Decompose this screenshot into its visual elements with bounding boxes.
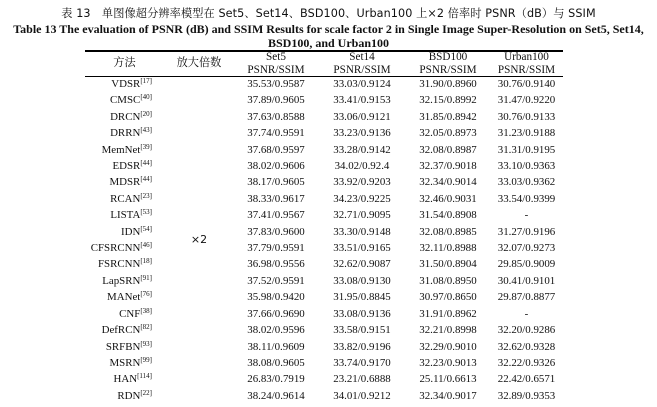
table-row <box>85 224 563 240</box>
score-bsd100: 25.11/0.6613 <box>419 373 477 386</box>
score-set14: 33.28/0.9142 <box>333 143 391 156</box>
method-reference: [40] <box>140 93 152 102</box>
table-row <box>85 191 563 207</box>
table-row <box>85 273 563 289</box>
header-set5: Set5 <box>266 51 286 63</box>
table-row <box>85 289 563 305</box>
score-bsd100: 31.08/0.8950 <box>419 274 477 287</box>
score-set5: 38.02/0.9596 <box>247 324 305 337</box>
method-label: CFSRCNN <box>90 242 141 255</box>
method-name <box>85 125 164 141</box>
table-row <box>85 109 563 125</box>
method-label: IDN <box>120 225 141 238</box>
method-label: CNF <box>119 307 141 320</box>
header-urban100: Urban100 <box>504 51 549 63</box>
method-reference: [53] <box>140 208 152 217</box>
score-urban100: 33.10/0.9363 <box>497 160 556 173</box>
score-set5: 38.02/0.9606 <box>247 160 305 173</box>
scale-factor: ×2 <box>190 232 208 246</box>
method-reference: [99] <box>140 355 152 364</box>
method-reference: [38] <box>140 306 152 315</box>
score-bsd100: 32.29/0.9010 <box>419 340 477 353</box>
header-metric-bsd100: PSNR/SSIM <box>419 63 477 76</box>
method-reference: [43] <box>140 126 152 135</box>
score-urban100: 32.62/0.9328 <box>497 340 556 353</box>
score-set5: 26.83/0.7919 <box>247 373 305 386</box>
score-set14: 33.82/0.9196 <box>333 340 391 353</box>
table-row <box>85 371 563 387</box>
method-name <box>85 256 164 272</box>
header-set14: Set14 <box>349 51 375 63</box>
score-urban100: 30.76/0.9133 <box>497 110 556 123</box>
method-reference: [76] <box>140 290 152 299</box>
method-reference: [54] <box>140 224 152 233</box>
table-row <box>85 339 563 355</box>
score-set5: 35.53/0.9587 <box>247 78 305 90</box>
method-name <box>85 289 164 305</box>
method-reference: [91] <box>140 273 152 282</box>
method-name <box>85 355 164 371</box>
method-label: SRFBN <box>105 340 141 353</box>
score-bsd100: 32.21/0.8998 <box>419 324 477 337</box>
score-urban100: 32.07/0.9273 <box>497 242 556 255</box>
method-name <box>85 92 164 108</box>
method-name <box>85 339 164 355</box>
score-set14: 31.95/0.8845 <box>333 291 391 304</box>
method-label: FSRCNN <box>97 258 141 271</box>
score-bsd100: 31.90/0.8960 <box>419 78 477 90</box>
score-bsd100: 32.34/0.9017 <box>419 389 477 402</box>
score-set14: 33.06/0.9121 <box>333 110 391 123</box>
method-name <box>85 371 164 387</box>
method-label: DefRCN <box>101 324 141 337</box>
method-label: VDSR <box>111 78 141 90</box>
table-row <box>85 306 563 322</box>
header-metric-set14: PSNR/SSIM <box>333 63 391 76</box>
score-set5: 37.79/0.9591 <box>247 242 305 255</box>
score-bsd100: 32.34/0.9014 <box>419 176 477 189</box>
score-bsd100: 32.11/0.8988 <box>419 242 477 255</box>
score-urban100: 31.31/0.9195 <box>497 143 556 156</box>
method-label: MDSR <box>109 176 141 189</box>
method-name <box>85 240 164 256</box>
score-bsd100: 32.08/0.8985 <box>419 225 477 238</box>
table-row <box>85 76 563 92</box>
method-name <box>85 306 164 322</box>
score-bsd100: 32.37/0.9018 <box>419 160 477 173</box>
score-set14: 34.01/0.9212 <box>333 389 391 402</box>
score-set14: 33.30/0.9148 <box>333 225 391 238</box>
method-name <box>85 207 164 223</box>
score-bsd100: 31.91/0.8962 <box>419 307 477 320</box>
method-reference: [22] <box>140 388 152 397</box>
method-name <box>85 109 164 125</box>
score-set14: 33.08/0.9130 <box>333 274 391 287</box>
score-bsd100: 32.08/0.8987 <box>419 143 477 156</box>
score-bsd100: 32.05/0.8973 <box>419 127 477 140</box>
score-set5: 37.41/0.9567 <box>247 209 305 222</box>
score-urban100: 32.20/0.9286 <box>497 324 556 337</box>
score-urban100: 31.47/0.9220 <box>497 94 556 107</box>
score-urban100: 31.23/0.9188 <box>497 127 556 140</box>
method-reference: [44] <box>140 175 152 184</box>
method-name <box>85 191 164 207</box>
score-urban100: 30.76/0.9140 <box>497 78 556 90</box>
score-set14: 34.23/0.9225 <box>333 192 391 205</box>
score-set5: 38.33/0.9617 <box>247 192 305 205</box>
score-bsd100: 32.15/0.8992 <box>419 94 477 107</box>
method-reference: [114] <box>137 372 152 381</box>
score-set14: 32.62/0.9087 <box>333 258 391 271</box>
method-name <box>85 142 164 158</box>
method-reference: [23] <box>140 191 152 200</box>
score-urban100: 29.85/0.9009 <box>497 258 556 271</box>
score-set5: 37.68/0.9597 <box>247 143 305 156</box>
score-set5: 38.24/0.9614 <box>247 389 305 402</box>
method-reference: [44] <box>140 159 152 168</box>
method-label: HAN <box>113 373 138 386</box>
method-label: LapSRN <box>102 274 141 287</box>
method-reference: [39] <box>140 142 152 151</box>
score-bsd100: 31.85/0.8942 <box>419 110 477 123</box>
score-set5: 37.63/0.8588 <box>247 110 305 123</box>
score-set14: 33.58/0.9151 <box>333 324 391 337</box>
score-set14: 33.08/0.9136 <box>333 307 391 320</box>
score-set5: 36.98/0.9556 <box>247 258 305 271</box>
score-set14: 33.41/0.9153 <box>333 94 391 107</box>
method-label: DRCN <box>110 110 141 123</box>
method-name <box>85 273 164 289</box>
method-name <box>85 224 164 240</box>
score-set14: 33.23/0.9136 <box>333 127 391 140</box>
table-row <box>85 158 563 174</box>
method-label: CMSC <box>110 94 141 107</box>
score-urban100: - <box>524 209 529 222</box>
caption-english-line-1: Table 13 The evaluation of PSNR (dB) and SSIM Results for scale factor 2 in Single Image Super-Resolution on Set5, Set14, <box>13 22 644 36</box>
score-bsd100: 31.54/0.8908 <box>419 209 477 222</box>
score-urban100: - <box>524 307 529 320</box>
table-row <box>85 355 563 371</box>
method-reference: [17] <box>140 77 152 85</box>
score-urban100: 22.42/0.6571 <box>497 373 556 386</box>
method-name <box>85 322 164 338</box>
method-label: RCAN <box>110 192 141 205</box>
score-set14: 33.03/0.9124 <box>333 78 391 90</box>
score-set5: 37.89/0.9605 <box>247 94 305 107</box>
score-urban100: 33.54/0.9399 <box>497 192 556 205</box>
score-urban100: 32.89/0.9353 <box>497 389 556 402</box>
caption-english-line-2: BSD100, and Urban100 <box>267 36 390 50</box>
results-table <box>85 51 563 404</box>
table-row <box>85 142 563 158</box>
score-urban100: 33.03/0.9362 <box>497 176 556 189</box>
method-name <box>85 76 164 92</box>
method-reference: [20] <box>140 109 152 118</box>
header-scale: 放大倍数 <box>176 56 222 70</box>
score-bsd100: 30.97/0.8650 <box>419 291 477 304</box>
header-method: 方法 <box>113 56 136 70</box>
score-set5: 37.52/0.9591 <box>247 274 305 287</box>
table-row <box>85 240 563 256</box>
score-set5: 37.83/0.9600 <box>247 225 305 238</box>
table-caption-chinese: 表 13 单图像超分辨率模型在 Set5、Set14、BSD100、Urban100 上×2 倍率时 PSNR（dB）与 SSIM <box>61 7 596 20</box>
method-label: EDSR <box>112 160 141 173</box>
score-set14: 32.71/0.9095 <box>333 209 391 222</box>
score-bsd100: 31.50/0.8904 <box>419 258 477 271</box>
score-set14: 33.51/0.9165 <box>333 242 391 255</box>
table-row <box>85 125 563 141</box>
method-reference: [93] <box>140 339 152 348</box>
method-label: MemNet <box>101 143 141 156</box>
score-set14: 33.74/0.9170 <box>333 356 391 369</box>
score-urban100: 29.87/0.8877 <box>497 291 556 304</box>
method-label: MANet <box>107 291 141 304</box>
table-row <box>85 207 563 223</box>
header-metric-urban100: PSNR/SSIM <box>497 63 556 76</box>
method-label: DRRN <box>110 127 141 140</box>
score-set5: 35.98/0.9420 <box>247 291 305 304</box>
table-row <box>85 322 563 338</box>
table-row <box>85 92 563 108</box>
method-label: MSRN <box>109 356 141 369</box>
header-metric-set5: PSNR/SSIM <box>247 63 305 76</box>
method-reference: [82] <box>140 323 152 332</box>
score-bsd100: 32.23/0.9013 <box>419 356 477 369</box>
score-set5: 38.17/0.9605 <box>247 176 305 189</box>
method-name <box>85 174 164 190</box>
score-set5: 38.08/0.9605 <box>247 356 305 369</box>
score-set5: 37.66/0.9690 <box>247 307 305 320</box>
method-reference: [18] <box>140 257 152 266</box>
score-urban100: 32.22/0.9326 <box>497 356 556 369</box>
score-set5: 38.11/0.9609 <box>247 340 305 353</box>
score-set14: 33.92/0.9203 <box>333 176 391 189</box>
method-label: LISTA <box>110 209 141 222</box>
score-set14: 23.21/0.6888 <box>333 373 391 386</box>
method-name <box>85 158 164 174</box>
method-reference: [46] <box>140 241 152 250</box>
header-bsd100: BSD100 <box>428 51 468 63</box>
table-caption-english <box>0 22 657 50</box>
score-urban100: 30.41/0.9101 <box>497 274 556 287</box>
table-body <box>85 76 563 404</box>
score-set14: 34.02/0.92.4 <box>334 160 390 173</box>
table-row <box>85 174 563 190</box>
table-row <box>85 256 563 272</box>
truncated-footnote <box>75 401 595 407</box>
score-urban100: 31.27/0.9196 <box>497 225 556 238</box>
score-bsd100: 32.46/0.9031 <box>419 192 477 205</box>
score-set5: 37.74/0.9591 <box>247 127 305 140</box>
method-label: RDN <box>117 389 141 402</box>
